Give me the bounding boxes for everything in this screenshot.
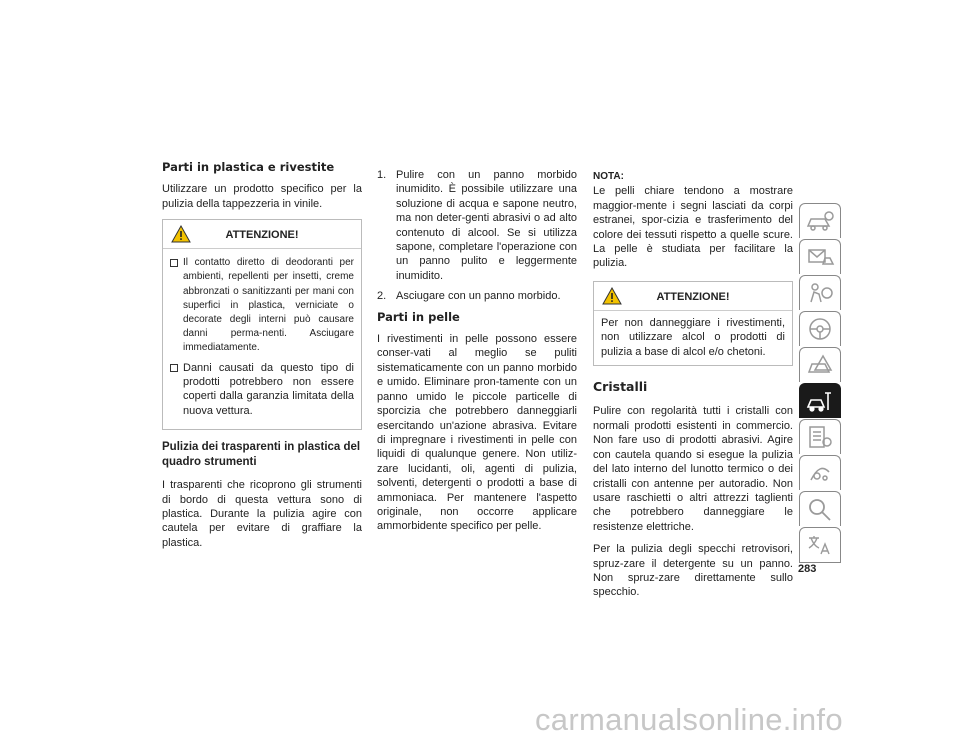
warning-box (593, 281, 793, 366)
column-1 (162, 160, 362, 558)
tab-maintenance[interactable] (799, 383, 841, 418)
magnifier-icon (805, 496, 835, 522)
list-item: 1. Pulire con un panno morbido inumidito. È possibile utilizzare una soluzione di acqua e sapone neutro, ma non deter-genti abrasivi o ad alto contenuto di alcool. Se si utilizza sapone, completare l'operazione con un panno pulito e leggermente inumidito. (377, 169, 577, 282)
car-info-icon (805, 208, 835, 234)
language-icon (805, 532, 835, 558)
tab-airbag[interactable] (799, 275, 841, 310)
section-heading-leather: Parti in pelle (377, 309, 460, 324)
steering-wheel-icon (805, 316, 835, 342)
tab-car-dashboard[interactable] (799, 203, 841, 238)
warning-header (163, 220, 361, 249)
paragraph: I rivestimenti in pelle possono essere conser-vati al meglio se puliti sistematicamente con un panno morbido e umido. Eliminare pron-tamente con un panno umido le piccole particelle di sporcizia che potrebbero danneggiarli esercitando un'azione abrasiva. Evitare di impregnare i rivestimenti in pelle con liquidi di qualunque genere. Non utiliz-zare lucidanti, oli, agenti di pulizia, solventi, detergenti o prodotti a base di ammoniaca. Per mantenere l'aspetto originale, non occorre applicare ammorbidente specifico per pelle. (377, 333, 577, 533)
envelope-icon (805, 244, 835, 270)
page-number: 283 (798, 563, 817, 575)
section-heading-glass: Cristalli (593, 379, 648, 395)
car-wrench-icon (805, 388, 835, 414)
tab-emergency[interactable] (799, 347, 841, 382)
warning-item: Il contatto diretto di deodoranti per ambienti, repellenti per insetti, creme abbronzati o sanitizzanti per mani con superfici in plastica, verniciate o decorate degli interni può causare danni perma-nenti. Asciugare immediatamente. (170, 256, 354, 355)
tab-car-safety[interactable] (799, 239, 841, 274)
airbag-icon (805, 280, 835, 306)
column-3 (593, 170, 793, 608)
tab-specifications[interactable] (799, 419, 841, 454)
note-label: NOTA: (593, 171, 624, 182)
paragraph: Utilizzare un prodotto specifico per la pulizia della tappezzeria in vinile. (162, 183, 362, 210)
warning-item: Danni causati da questo tipo di prodotti potrebbero non essere coperti dalla garanzia limitata della nuova vettura. (170, 361, 354, 419)
tab-multimedia[interactable] (799, 455, 841, 490)
warning-title: ATTENZIONE! (225, 229, 299, 242)
warning-header (594, 282, 792, 311)
warning-body (163, 249, 361, 429)
radio-icon (805, 460, 835, 486)
column-2 (377, 168, 577, 542)
section-heading-transparent: Pulizia dei trasparenti in plastica del quadro strumenti (162, 441, 361, 469)
checkbox-bullet-icon (170, 364, 178, 372)
checklist-icon (805, 424, 835, 450)
paragraph: Per la pulizia degli specchi retrovisori, spruz-zare il detergente su un panno. Non spruz-zare direttamente sullo specchio. (593, 543, 793, 599)
note-text: Le pelli chiare tendono a mostrare maggior-mente i segni lasciati da corpi estranei, spor-cizia e trasferimento del colore dei tessuti rispetto a quelle scure. La pelle è studiata per facilitare la pulizia. (593, 185, 793, 270)
chapter-tabs (799, 203, 841, 564)
list-item: 2. Asciugare con un panno morbido. (377, 290, 561, 303)
checkbox-bullet-icon (170, 259, 178, 267)
paragraph: I trasparenti che ricoprono gli strumenti di bordo di questa vettura sono di plastica. Durante la pulizia agire con cautela per evitare di graffiare la plastica. (162, 479, 362, 549)
warning-text: Per non danneggiare i rivestimenti, non utilizzare alcol o prodotti di pulizia a base di alcol e/o chetoni. (601, 316, 785, 358)
section-heading-plastic: Parti in plastica e rivestite (162, 160, 335, 174)
emergency-car-icon (805, 352, 835, 378)
watermark: carmanualsonline.info (535, 702, 843, 737)
tab-steering[interactable] (799, 311, 841, 346)
paragraph: Pulire con regolarità tutti i cristalli con normali prodotti esistenti in commercio. Non fare uso di prodotti abrasivi. Agire con cautela quando si esegue la pulizia del lato interno del lunotto termico o dei cristalli con antenne per autoradio. Non usare raschietti o altri attrezzi taglienti che potrebbero danneggiare le resistenze elettriche. (593, 405, 793, 533)
warning-box (162, 219, 362, 430)
warning-body (594, 311, 792, 365)
warning-title: ATTENZIONE! (656, 290, 730, 303)
tab-languages[interactable] (799, 527, 841, 563)
tab-index[interactable] (799, 491, 841, 526)
numbered-list (377, 168, 577, 304)
